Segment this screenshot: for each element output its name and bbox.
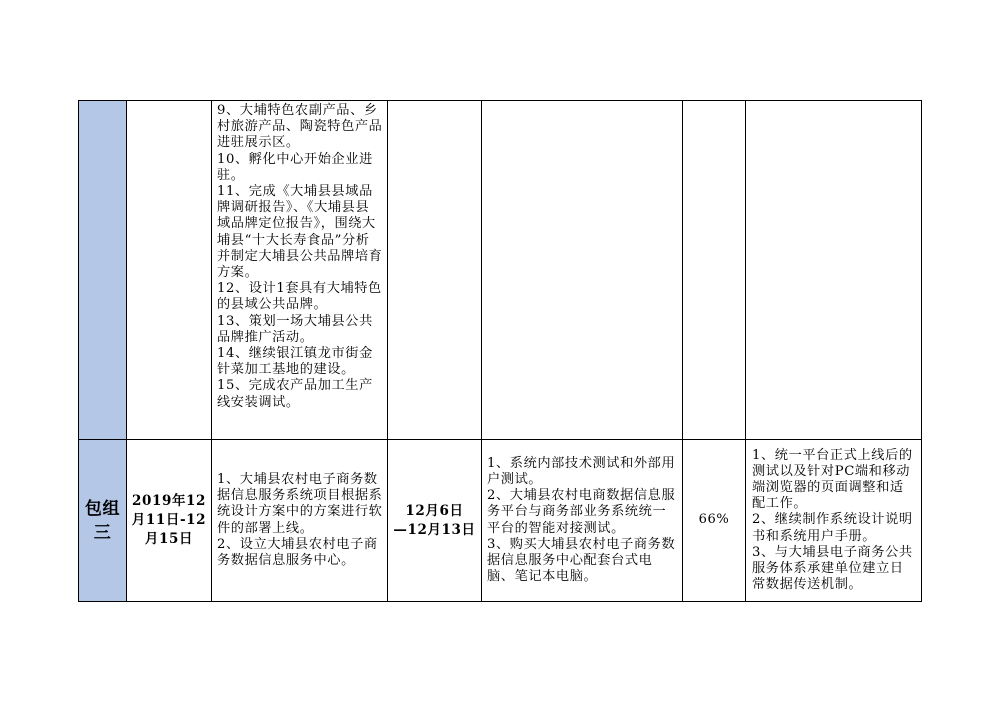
tasks-text: 1、大埔县农村电子商务数据信息服务系统项目根据系统设计方案中的方案进行软件的部署上线。 2、设立大埔县农村电子商务数据信息服务中心。 xyxy=(217,471,383,568)
table-row xyxy=(79,101,922,440)
next-plan-cell xyxy=(746,101,922,440)
group-cell xyxy=(79,440,127,602)
period-text: 2019年12 月11日-12 月15日 xyxy=(131,493,207,547)
next-plan-cell xyxy=(746,440,922,602)
progress-cell xyxy=(482,101,683,440)
table-row xyxy=(79,440,922,602)
tasks-cell xyxy=(212,440,388,602)
period-cell xyxy=(127,101,212,440)
percent-cell xyxy=(683,440,746,602)
week-text: 12月6日 —12月13日 xyxy=(393,502,476,538)
percent-text: 66% xyxy=(698,512,730,528)
week-cell xyxy=(388,440,482,602)
next-plan-text: 1、统一平台正式上线后的测试以及针对PC端和移动端浏览器的页面调整和适配工作。 2、继续制作系统设计说明书和系统用户手册。 3、与大埔县电子商务公共服务体系承建单位建立日常数据传送机制。 xyxy=(752,447,913,593)
group-label: 包组 三 xyxy=(84,498,121,543)
week-cell xyxy=(388,101,482,440)
tasks-cell xyxy=(212,101,388,440)
tasks-text: 9、大埔特色农副产品、乡村旅游产品、陶瓷特色产品进驻展示区。 10、孵化中心开始企业进驻。 11、完成《大埔县县域品牌调研报告》、《大埔县县域品牌定位报告》，围绕大埔县“十大长寿食品”分析并制定大埔县公共品牌培育方案。 12、设计1套具有大埔特色的县域公共品牌。 13、策划一场大埔县公共品牌推广活动。 14、继续银江镇龙市街金针菜加工基地的建设。 15、完成农产品加工生产线安装调试。 xyxy=(217,103,383,410)
progress-cell xyxy=(482,440,683,602)
percent-cell xyxy=(683,101,746,440)
period-cell xyxy=(127,440,212,602)
progress-text: 1、系统内部技术测试和外部用户测试。 2、大埔县农村电商数据信息服务平台与商务部业务系统统一平台的智能对接测试。 3、购买大埔县农村电子商务数据信息服务中心配套台式电脑、笔记本电脑。 xyxy=(487,455,676,585)
group-cell xyxy=(79,101,127,440)
progress-table xyxy=(78,100,922,602)
